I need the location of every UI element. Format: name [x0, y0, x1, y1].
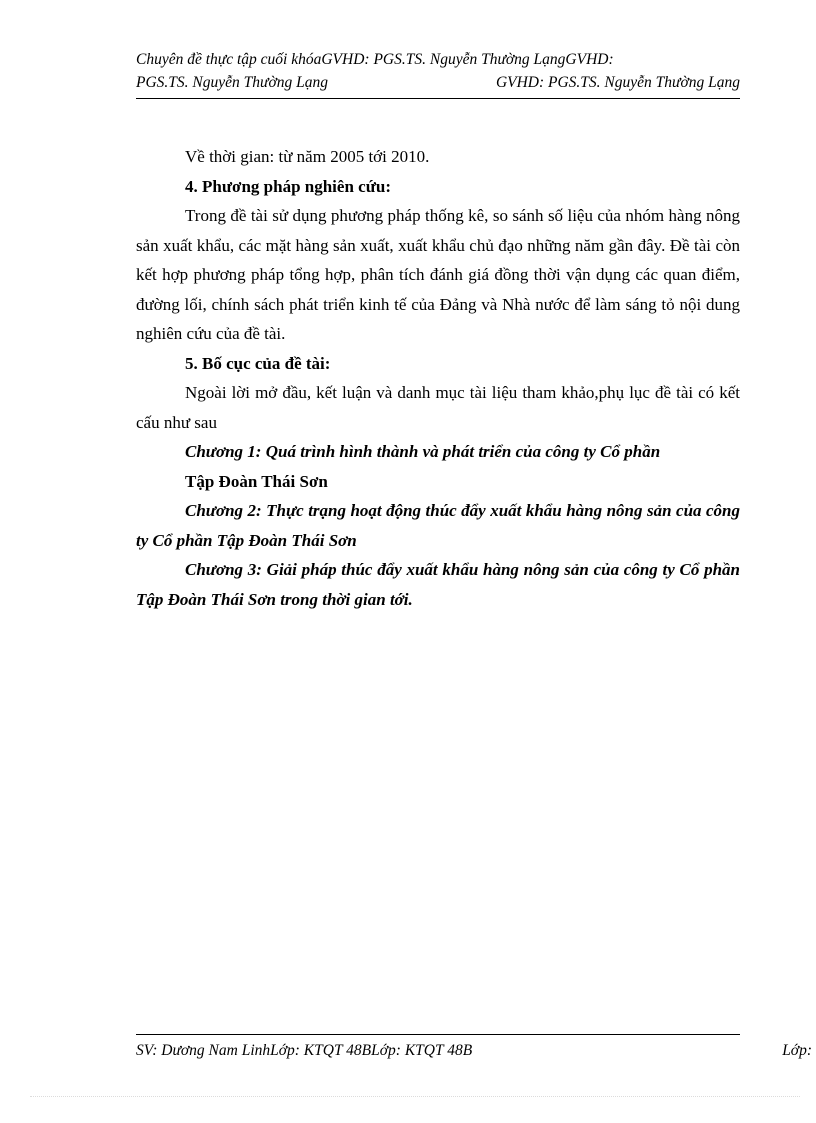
chapter-1-title-continued: Tập Đoàn Thái Sơn [185, 471, 328, 491]
page-footer [136, 1040, 812, 1062]
section-4-heading: 4. Phương pháp nghiên cứu: [185, 176, 392, 196]
header-line-2-left: PGS.TS. Nguyễn Thường Lạng [136, 74, 328, 91]
header-line-1-text: Chuyên đề thực tập cuối khóaGVHD: PGS.TS. Nguyễn Thường LạngGVHD: [136, 51, 614, 68]
document-body [136, 142, 740, 614]
footer-student-info: SV: Dương Nam LinhLớp: KTQT 48BLớp: KTQT 48B [136, 1042, 473, 1059]
section-4-paragraph: Trong đề tài sử dụng phương pháp thống kê, so sánh số liệu của nhóm hàng nông sản xuất khẩu, các mặt hàng sản xuất, xuất khẩu chủ đạo những năm gần đây. Đề tài còn kết hợp phương pháp tổng hợp, phân tích đánh giá đồng thời vận dụng các quan điểm, đường lối, chính sách phát triển kinh tế của Đảng và Nhà nước để làm sáng tỏ nội dung nghiên cứu của đề tài. [136, 206, 740, 343]
page-header [136, 48, 740, 99]
chapter-1-title: Chương 1: Quá trình hình thành và phát triển của công ty Cổ phần [185, 442, 661, 461]
section-5-heading: 5. Bố cục của đề tài: [185, 353, 331, 373]
section-5-paragraph: Ngoài lời mở đầu, kết luận và danh mục tài liệu tham khảo,phụ lục đề tài có kết cấu như sau [136, 383, 740, 432]
time-scope-paragraph: Về thời gian: từ năm 2005 tới 2010. [185, 147, 430, 166]
header-line-2 [136, 71, 740, 94]
footer-divider [136, 1034, 740, 1035]
chapter-2-title: Chương 2: Thực trạng hoạt động thúc đẩy xuất khẩu hàng nông sản của công ty Cổ phần Tập Đoàn Thái Sơn [136, 501, 740, 550]
header-line-1 [136, 48, 740, 71]
page-bottom-dotted-line [30, 1096, 800, 1097]
footer-class-label: Lớp: [782, 1042, 812, 1059]
header-line-2-right: GVHD: PGS.TS. Nguyễn Thường Lạng [495, 74, 740, 91]
chapter-3-title: Chương 3: Giải pháp thúc đẩy xuất khẩu hàng nông sản của công ty Cổ phần Tập Đoàn Thái Sơn trong thời gian tới. [136, 560, 740, 609]
